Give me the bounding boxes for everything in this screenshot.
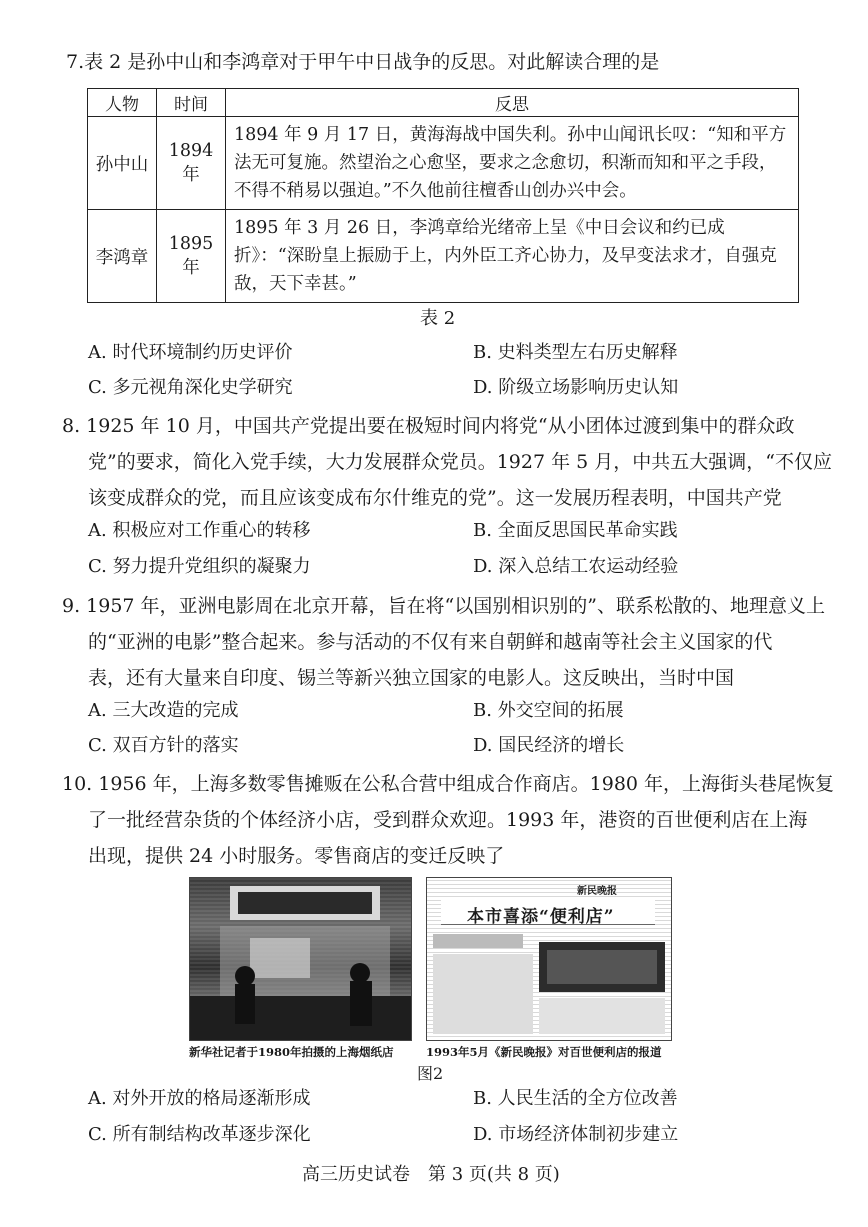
row-reflection: 1895 年 3 月 26 日，李鸿章给光绪帝上呈《中日会议和约已成折》：“深盼皇上振励于上，内外臣工齐心协力，及早变法求才，自强克敌，天下幸甚。” (226, 210, 799, 303)
photo-caption-left: 新华社记者于1980年拍摄的上海烟纸店 (189, 1045, 394, 1059)
photo-caption-right: 1993年5月《新民晚报》对百世便利店的报道 (426, 1045, 662, 1059)
figure-label: 图2 (417, 1064, 444, 1083)
header-reflection: 反思 (226, 89, 799, 117)
newspaper-headline: 本市喜添“便利店” (467, 907, 615, 927)
q7-option-d[interactable]: D. 阶级立场影响历史认知 (473, 377, 679, 398)
table-row (88, 117, 799, 210)
table-row (88, 210, 799, 303)
q9-line-2: 的“亚洲的电影”整合起来。参与活动的不仅有来自朝鲜和越南等社会主义国家的代 (88, 631, 773, 653)
row-year: 1895 年 (157, 210, 226, 303)
q10-line-2: 了一批经营杂货的个体经济小店，受到群众欢迎。1993 年，港资的百世便利店在上海 (88, 809, 808, 831)
header-time: 时间 (157, 89, 226, 117)
q9-option-d[interactable]: D. 国民经济的增长 (473, 735, 625, 756)
row-person: 李鸿章 (88, 210, 157, 303)
q8-line-3: 该变成群众的党，而且应该变成布尔什维克的党”。这一发展历程表明，中国共产党 (88, 487, 782, 509)
q9-option-b[interactable]: B. 外交空间的拓展 (473, 700, 624, 721)
page-footer: 高三历史试卷 第 3 页(共 8 页) (302, 1164, 560, 1185)
q8-line-2: 党”的要求，简化入党手续，大力发展群众党员。1927 年 5 月，中共五大强调，“不仅应 (88, 451, 832, 473)
table-caption: 表 2 (420, 308, 456, 329)
q7-option-c[interactable]: C. 多元视角深化史学研究 (88, 377, 293, 398)
row-reflection: 1894 年 9 月 17 日，黄海海战中国失利。孙中山闻讯长叹：“知和平方法无可复施。然望治之心愈坚，要求之念愈切，积渐而知和平之手段，不得不稍易以强迫。”不久他前往檀香山创办兴中会。 (226, 117, 799, 210)
q9-option-a[interactable]: A. 三大改造的完成 (88, 700, 239, 721)
q10-option-d[interactable]: D. 市场经济体制初步建立 (473, 1124, 679, 1145)
row-year: 1894 年 (157, 117, 226, 210)
q7-option-b[interactable]: B. 史料类型左右历史解释 (473, 342, 678, 363)
q7-stem: 7.表 2 是孙中山和李鸿章对于甲午中日战争的反思。对此解读合理的是 (66, 51, 660, 73)
table-2 (87, 88, 799, 303)
q8-option-a[interactable]: A. 积极应对工作重心的转移 (88, 520, 311, 541)
q8-option-c[interactable]: C. 努力提升党组织的凝聚力 (88, 556, 311, 577)
row-person: 孙中山 (88, 117, 157, 210)
q9-option-c[interactable]: C. 双百方针的落实 (88, 735, 239, 756)
shop-photo-image (190, 878, 411, 1040)
q7-option-a[interactable]: A. 时代环境制约历史评价 (88, 342, 293, 363)
q8-line-1: 8. 1925 年 10 月，中国共产党提出要在极短时间内将党“从小团体过渡到集中的群众政 (62, 415, 795, 437)
q9-line-3: 表，还有大量来自印度、锡兰等新兴独立国家的电影人。这反映出，当时中国 (88, 667, 735, 689)
q10-option-b[interactable]: B. 人民生活的全方位改善 (473, 1088, 678, 1109)
q10-option-c[interactable]: C. 所有制结构改革逐步深化 (88, 1124, 311, 1145)
newspaper-masthead: 新民晚报 (577, 886, 617, 897)
header-person: 人物 (88, 89, 157, 117)
photo-1980-shop (189, 877, 412, 1041)
q10-line-3: 出现，提供 24 小时服务。零售商店的变迁反映了 (88, 845, 505, 867)
q10-line-1: 10. 1956 年，上海多数零售摊贩在公私合营中组成合作商店。1980 年，上海街头巷尾恢复 (62, 773, 835, 795)
table-header-row (88, 89, 799, 117)
q9-line-1: 9. 1957 年，亚洲电影周在北京开幕，旨在将“以国别相识别的”、联系松散的、地理意义上 (62, 595, 825, 617)
q8-option-d[interactable]: D. 深入总结工农运动经验 (473, 556, 679, 577)
newspaper-clipping (426, 877, 672, 1041)
newspaper-body-image (427, 928, 671, 1040)
q10-option-a[interactable]: A. 对外开放的格局逐渐形成 (88, 1088, 311, 1109)
q8-option-b[interactable]: B. 全面反思国民革命实践 (473, 520, 678, 541)
